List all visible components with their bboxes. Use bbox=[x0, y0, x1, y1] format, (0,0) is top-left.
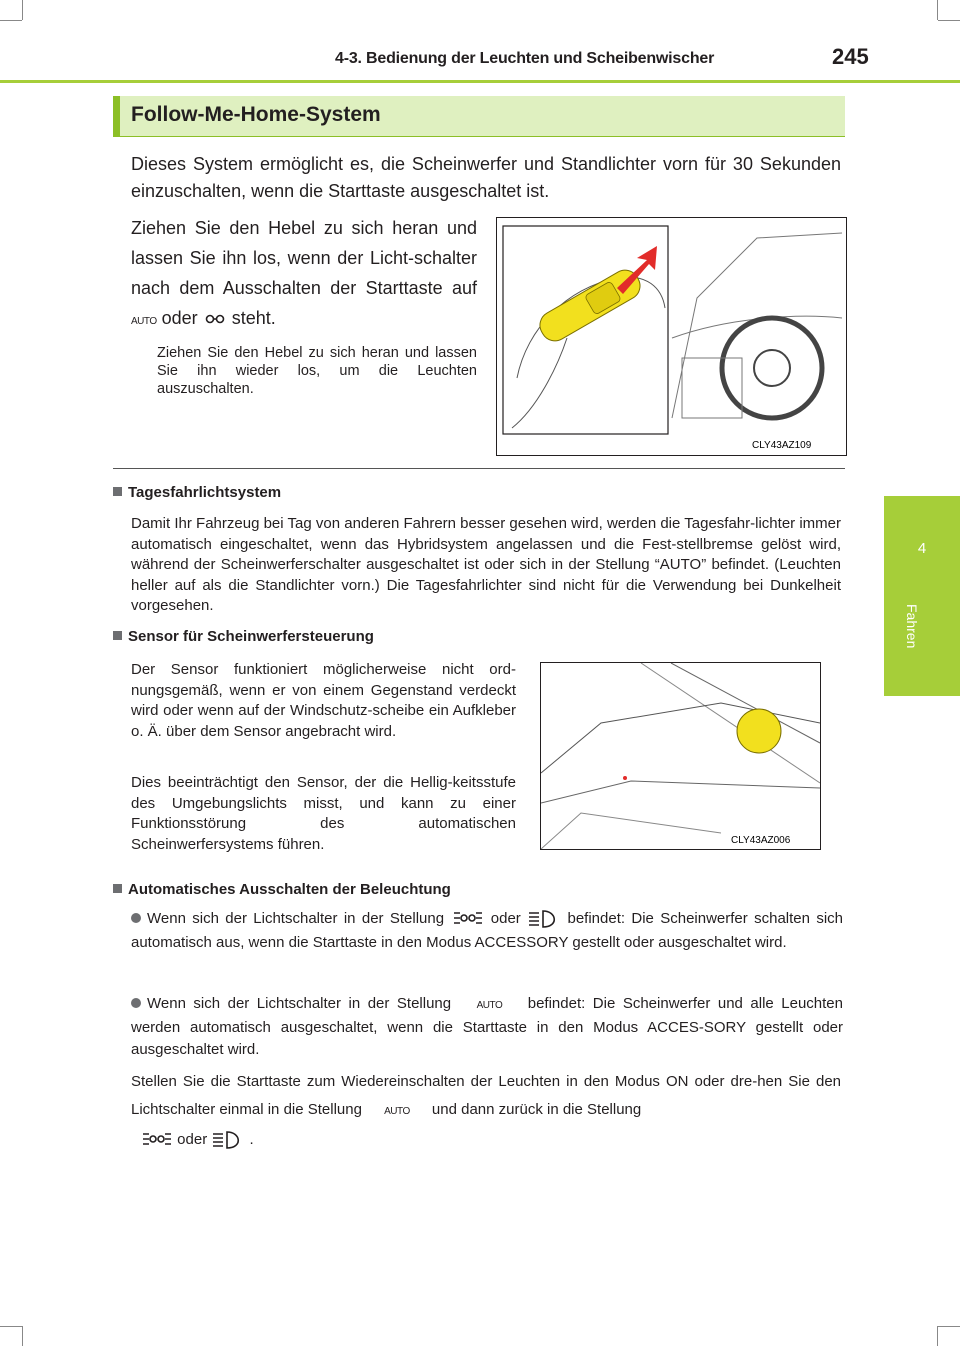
instruction-text: Ziehen Sie den Hebel zu sich heran und lassen Sie ihn los, wenn der Licht-schalter nach dem Ausschalten der Starttaste auf bbox=[131, 218, 477, 298]
page-number: 245 bbox=[832, 44, 869, 69]
reactivation-or: oder bbox=[177, 1131, 208, 1148]
figure2-code: CLY43AZ006 bbox=[731, 835, 791, 846]
instruction-end: steht. bbox=[231, 308, 276, 328]
intro-paragraph: Dieses System ermöglicht es, die Scheinwerfer und Standlichter vorn für 30 Sekunden einzuschalten, wenn die Starttaste ausgeschaltet ist. bbox=[131, 154, 841, 201]
reactivation-end: . bbox=[249, 1131, 254, 1148]
reactivation-mid: und dann zurück in die Stellung bbox=[431, 1101, 642, 1118]
reactivation-paragraph bbox=[131, 1068, 841, 1154]
chapter-number: 4 bbox=[917, 540, 927, 557]
chapter-label: Fahren bbox=[904, 604, 920, 649]
round-bullet-icon bbox=[131, 913, 141, 923]
auto-off-bullet-2 bbox=[131, 993, 843, 1061]
square-bullet-icon bbox=[113, 631, 122, 640]
instruction-paragraph bbox=[131, 213, 477, 337]
round-bullet-icon bbox=[131, 998, 141, 1008]
parking-light-icon bbox=[139, 1131, 173, 1149]
square-bullet-icon bbox=[113, 884, 122, 893]
bullet1-pre: Wenn sich der Lichtschalter in der Stellung bbox=[147, 910, 445, 927]
parking-light-icon bbox=[450, 910, 484, 928]
daytime-text: Damit Ihr Fahrzeug bei Tag von anderen Fahrern besser gesehen wird, werden die Tagesfahr-lichter immer automatisch eingeschaltet, wenn das Hybridsystem angelassen und die Fest-stellbremse gelöst wird, während der Scheinwerferschalter ausgeschaltet ist oder sich in der Stellung “AUTO” befindet. (Leuchten heller auf als die Standlichter vorn.) Die Tagesfahrlichter sind nicht für die Verwendung bei Dunkelheit vorgesehen. bbox=[131, 515, 841, 614]
header-rule bbox=[0, 80, 960, 83]
instruction-note: Ziehen Sie den Hebel zu sich heran und lassen Sie ihn wieder los, um die Leuchten auszuschalten. bbox=[157, 345, 477, 397]
section-title-underline bbox=[113, 136, 845, 137]
bullet2-pre: Wenn sich der Lichtschalter in der Stellung bbox=[147, 995, 452, 1012]
sensor-text-2: Dies beeinträchtigt den Sensor, der die Hellig-keitsstufe des Umgebungslichts misst, und kann zu einer Funktionsstörung des automatischen Scheinwerfersystems führen. bbox=[131, 774, 516, 853]
sensor-illustration bbox=[540, 662, 821, 850]
sensor-heading bbox=[113, 628, 374, 645]
auto-icon: AUTO bbox=[476, 1000, 503, 1011]
sensor-drawing bbox=[541, 663, 820, 849]
reactivation-pre: Stellen Sie die Starttaste zum Wiedereinschalten der Leuchten in den Modus ON oder dre-hen Sie den Lichtschalter einmal in die Stellung bbox=[131, 1073, 841, 1118]
headlight-icon bbox=[211, 1130, 245, 1150]
figure1-code: CLY43AZ109 bbox=[752, 440, 812, 451]
parking-light-icon bbox=[203, 311, 227, 327]
section-title: Follow-Me-Home-System bbox=[131, 103, 381, 126]
sensor-text-1: Der Sensor funktioniert möglicherweise nicht ord-nungsgemäß, wenn er von einem Gegenstand verdeckt wird oder wenn auf der Windschutz-scheibe ein Aufkleber o. Ä. über dem Sensor angebracht wird. bbox=[131, 661, 516, 740]
sensor-title: Sensor für Scheinwerfersteuerung bbox=[128, 628, 374, 645]
auto-icon: AUTO bbox=[131, 316, 157, 327]
section-divider bbox=[113, 468, 845, 469]
auto-icon: AUTO bbox=[384, 1106, 410, 1117]
lever-illustration bbox=[496, 217, 847, 456]
running-header: 4-3. Bedienung der Leuchten und Scheibenwischer bbox=[335, 50, 715, 67]
auto-off-bullet-1 bbox=[131, 907, 843, 955]
bullet1-or: oder bbox=[490, 910, 521, 927]
chapter-tab bbox=[884, 496, 960, 696]
daytime-title: Tagesfahrlichtsystem bbox=[128, 484, 282, 501]
auto-off-heading bbox=[113, 881, 451, 898]
square-bullet-icon bbox=[113, 487, 122, 496]
lever-drawing bbox=[497, 218, 846, 455]
auto-off-title: Automatisches Ausschalten der Beleuchtung bbox=[128, 881, 451, 898]
instruction-or: oder bbox=[161, 308, 198, 328]
bullet1-post: befindet: Die Scheinwerfer schalten sich automatisch aus, wenn die Starttaste in den Modus ACCESSORY gestellt oder ausgeschaltet wird. bbox=[131, 910, 843, 951]
daytime-heading bbox=[113, 484, 281, 501]
bullet2-post: befindet: Die Scheinwerfer und alle Leuchten werden automatisch ausgeschaltet, wenn die Starttaste in den Modus ACCES-SORY gestellt oder ausgeschaltet wird. bbox=[131, 995, 843, 1058]
section-title-bar bbox=[113, 96, 120, 136]
headlight-icon bbox=[527, 909, 561, 929]
